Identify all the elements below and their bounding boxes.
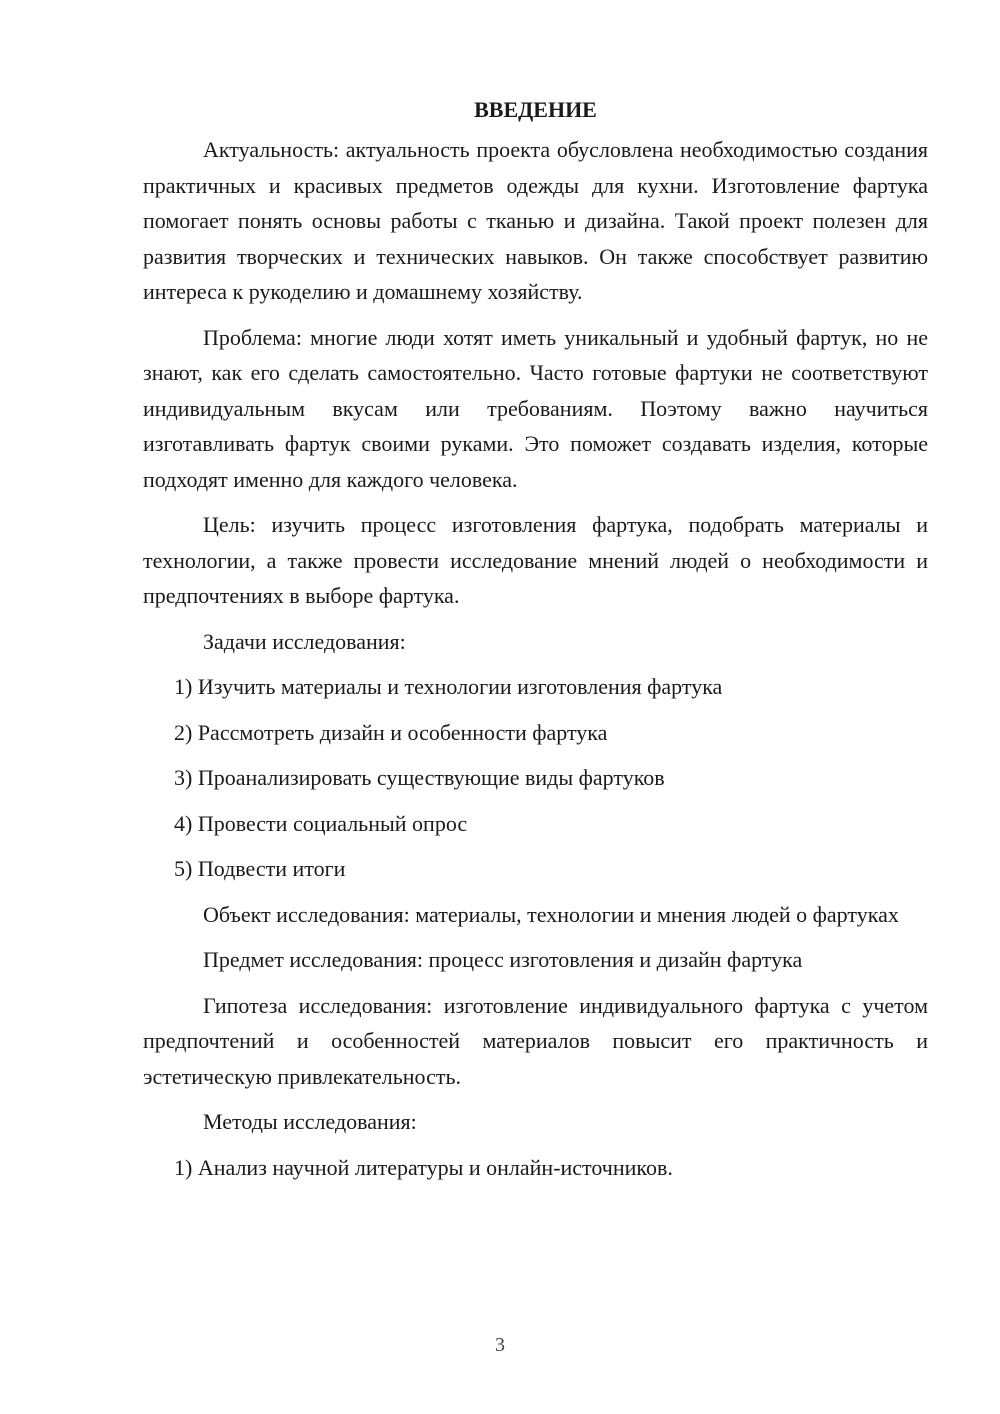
object-paragraph: Объект исследования: материалы, технологии и мнения людей о фартуках (203, 901, 899, 927)
methods-heading: Методы исследования: (203, 1109, 417, 1134)
subject-paragraph: Предмет исследования: процесс изготовления и дизайн фартука (203, 947, 803, 972)
list-item: 4) Провести социальный опрос (174, 810, 468, 836)
relevance-paragraph: Актуальность: актуальность проекта обусловлена необходимостью создания практичных и красивых предметов одежды для кухни. Изготовление фартука помогает понять основы работы с тканью и дизайна. Такой проект полезен для развития творческих и технических навыков. Он также способствует развитию интереса к рукоделию и домашнему хозяйству. (143, 137, 928, 304)
list-item: 5) Подвести итоги (174, 856, 346, 881)
list-item: 2) Рассмотреть дизайн и особенности фартука (174, 719, 608, 745)
hypothesis-paragraph: Гипотеза исследования: изготовление индивидуального фартука с учетом предпочтений и особенностей материалов повысит его практичность и эстетическую привлекательность. (143, 992, 928, 1089)
goal-paragraph: Цель: изучить процесс изготовления фартука, подобрать материалы и технологии, а также провести исследование мнений людей о необходимости и предпочтениях в выборе фартука. (143, 512, 928, 608)
page-number: 3 (495, 1334, 505, 1356)
document-page (143, 92, 928, 1195)
problem-paragraph: Проблема: многие люди хотят иметь уникальный и удобный фартук, но не знают, как его сделать самостоятельно. Часто готовые фартуки не соответствуют индивидуальным вкусам или требованиям. Поэтому важно научиться изготавливать фартук своими руками. Это поможет создавать изделия, которые подходят именно для каждого человека. (143, 324, 928, 492)
page-title: ВВЕДЕНИЕ (474, 97, 597, 122)
list-item: 3) Проанализировать существующие виды фартуков (174, 765, 665, 790)
list-item: 1) Изучить материалы и технологии изготовления фартука (174, 674, 723, 699)
list-item: 1) Анализ научной литературы и онлайн-источников. (174, 1154, 673, 1180)
tasks-heading: Задачи исследования: (203, 628, 406, 654)
methods-list (143, 1150, 928, 1186)
tasks-list (143, 669, 928, 887)
